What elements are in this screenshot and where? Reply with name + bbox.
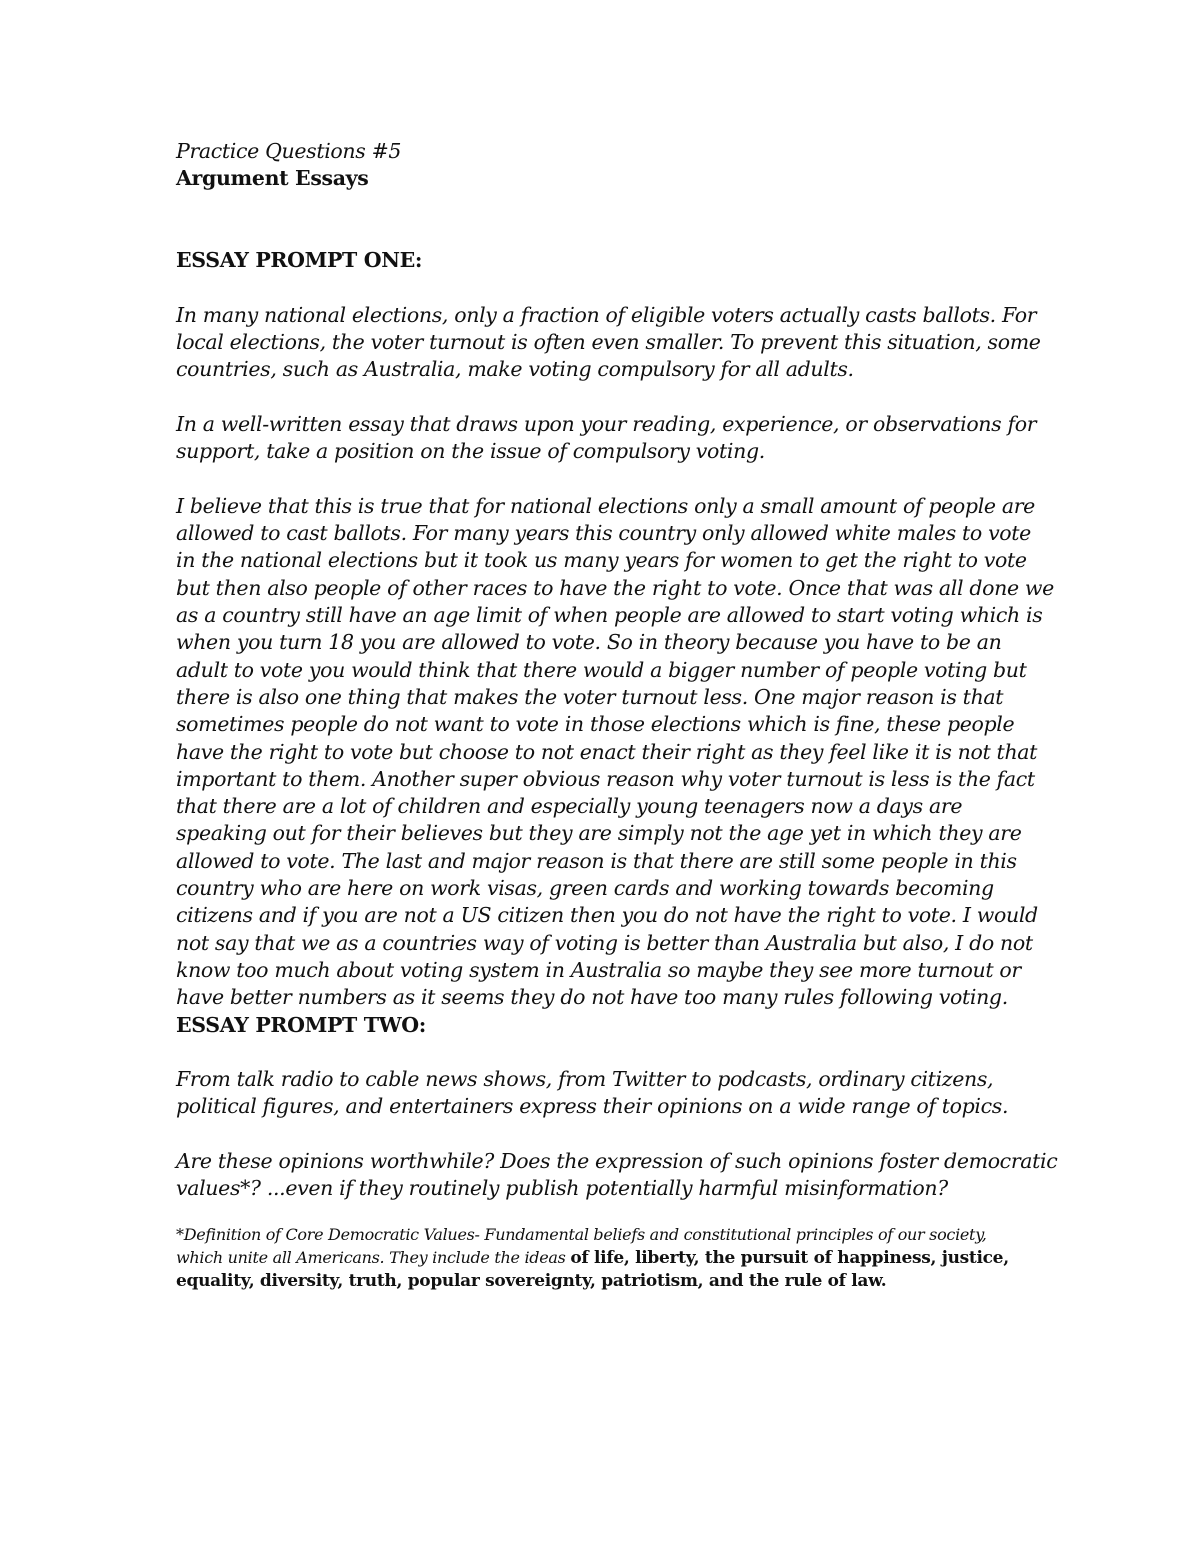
text-line: political figures, and entertainers express their opinions on a wide range of topics. bbox=[176, 1094, 1009, 1119]
text-line: In a well-written essay that draws upon your reading, experience, or observations for bbox=[176, 411, 1037, 436]
spacer bbox=[176, 1203, 1036, 1223]
prompt-two-heading: ESSAY PROMPT TWO: bbox=[176, 1012, 426, 1037]
text-line: From talk radio to cable news shows, from Twitter to podcasts, ordinary citizens, bbox=[176, 1067, 994, 1092]
text-line: sometimes people do not want to vote in those elections which is fine, these people bbox=[176, 712, 1015, 737]
spacer bbox=[176, 1039, 1036, 1066]
footnote-bold-text: of life, liberty, the pursuit of happiness, justice, bbox=[570, 1247, 1009, 1268]
spacer bbox=[176, 466, 1036, 493]
footnote-line bbox=[176, 1246, 1036, 1270]
text-line: values*? ...even if they routinely publish potentially harmful misinformation? bbox=[176, 1176, 948, 1201]
text-line: as a country still have an age limit of when people are allowed to start voting which is bbox=[176, 603, 1043, 628]
spacer bbox=[176, 193, 1036, 248]
spacer bbox=[176, 274, 1036, 301]
document-page bbox=[176, 138, 1058, 1293]
spacer bbox=[176, 1121, 1036, 1148]
text-line: know too much about voting system in Australia so maybe they see more turnout or bbox=[176, 957, 1021, 982]
text-line: citizens and if you are not a US citizen then you do not have the right to vote. I would bbox=[176, 903, 1038, 928]
text-line: allowed to vote. The last and major reason is that there are still some people in this bbox=[176, 848, 1017, 873]
document-subtitle: Practice Questions #5 bbox=[176, 139, 402, 163]
text-line: adult to vote you would think that there would a bigger number of people voting but bbox=[176, 657, 1027, 682]
text-line: support, take a position on the issue of compulsory voting. bbox=[176, 439, 765, 464]
footnote-italic-text: which unite all Americans. They include the ideas bbox=[176, 1247, 571, 1267]
footnote-line: *Definition of Core Democratic Values- Fundamental beliefs and constitutional principles of our society, bbox=[176, 1224, 987, 1244]
prompt-two-paragraph-2 bbox=[176, 1148, 1058, 1203]
text-line: countries, such as Australia, make voting compulsory for all adults. bbox=[176, 357, 854, 382]
spacer bbox=[176, 384, 1036, 411]
text-line: not say that we as a countries way of voting is better than Australia but also, I do not bbox=[176, 930, 1033, 955]
text-line: in the national elections but it took us many years for women to get the right to vote bbox=[176, 548, 1027, 573]
text-line: that there are a lot of children and especially young teenagers now a days are bbox=[176, 794, 963, 819]
text-line: there is also one thing that makes the voter turnout less. One major reason is that bbox=[176, 684, 1004, 709]
text-line: have the right to vote but choose to not enact their right as they feel like it is not that bbox=[176, 739, 1038, 764]
prompt-one-paragraph-2 bbox=[176, 411, 1036, 466]
prompt-two-paragraph-1 bbox=[176, 1066, 1036, 1121]
footnote-line: equality, diversity, truth, popular sovereignty, patriotism, and the rule of law. bbox=[176, 1270, 887, 1291]
text-line: important to them. Another super obvious reason why voter turnout is less is the fact bbox=[176, 766, 1035, 791]
text-line: but then also people of other races to have the right to vote. Once that was all done we bbox=[176, 575, 1054, 600]
text-line: have better numbers as it seems they do not have too many rules following voting. bbox=[176, 985, 1008, 1010]
prompt-one-response bbox=[176, 493, 1054, 1012]
text-line: when you turn 18 you are allowed to vote. So in theory because you have to be an bbox=[176, 630, 1002, 655]
document-title: Argument Essays bbox=[176, 166, 369, 191]
text-line: In many national elections, only a fraction of eligible voters actually casts ballots. For bbox=[176, 302, 1037, 327]
text-line: Are these opinions worthwhile? Does the expression of such opinions foster democratic bbox=[176, 1148, 1058, 1173]
text-line: allowed to cast ballots. For many years this country only allowed white males to vote bbox=[176, 521, 1031, 546]
prompt-one-paragraph-1 bbox=[176, 302, 1041, 384]
text-line: country who are here on work visas, green cards and working towards becoming bbox=[176, 876, 994, 901]
text-line: local elections, the voter turnout is often even smaller. To prevent this situation, some bbox=[176, 330, 1041, 355]
text-line: speaking out for their believes but they are simply not the age yet in which they are bbox=[176, 821, 1022, 846]
footnote bbox=[176, 1223, 1036, 1293]
prompt-one-heading: ESSAY PROMPT ONE: bbox=[176, 248, 423, 273]
text-line: I believe that this is true that for national elections only a small amount of people are bbox=[176, 493, 1035, 518]
